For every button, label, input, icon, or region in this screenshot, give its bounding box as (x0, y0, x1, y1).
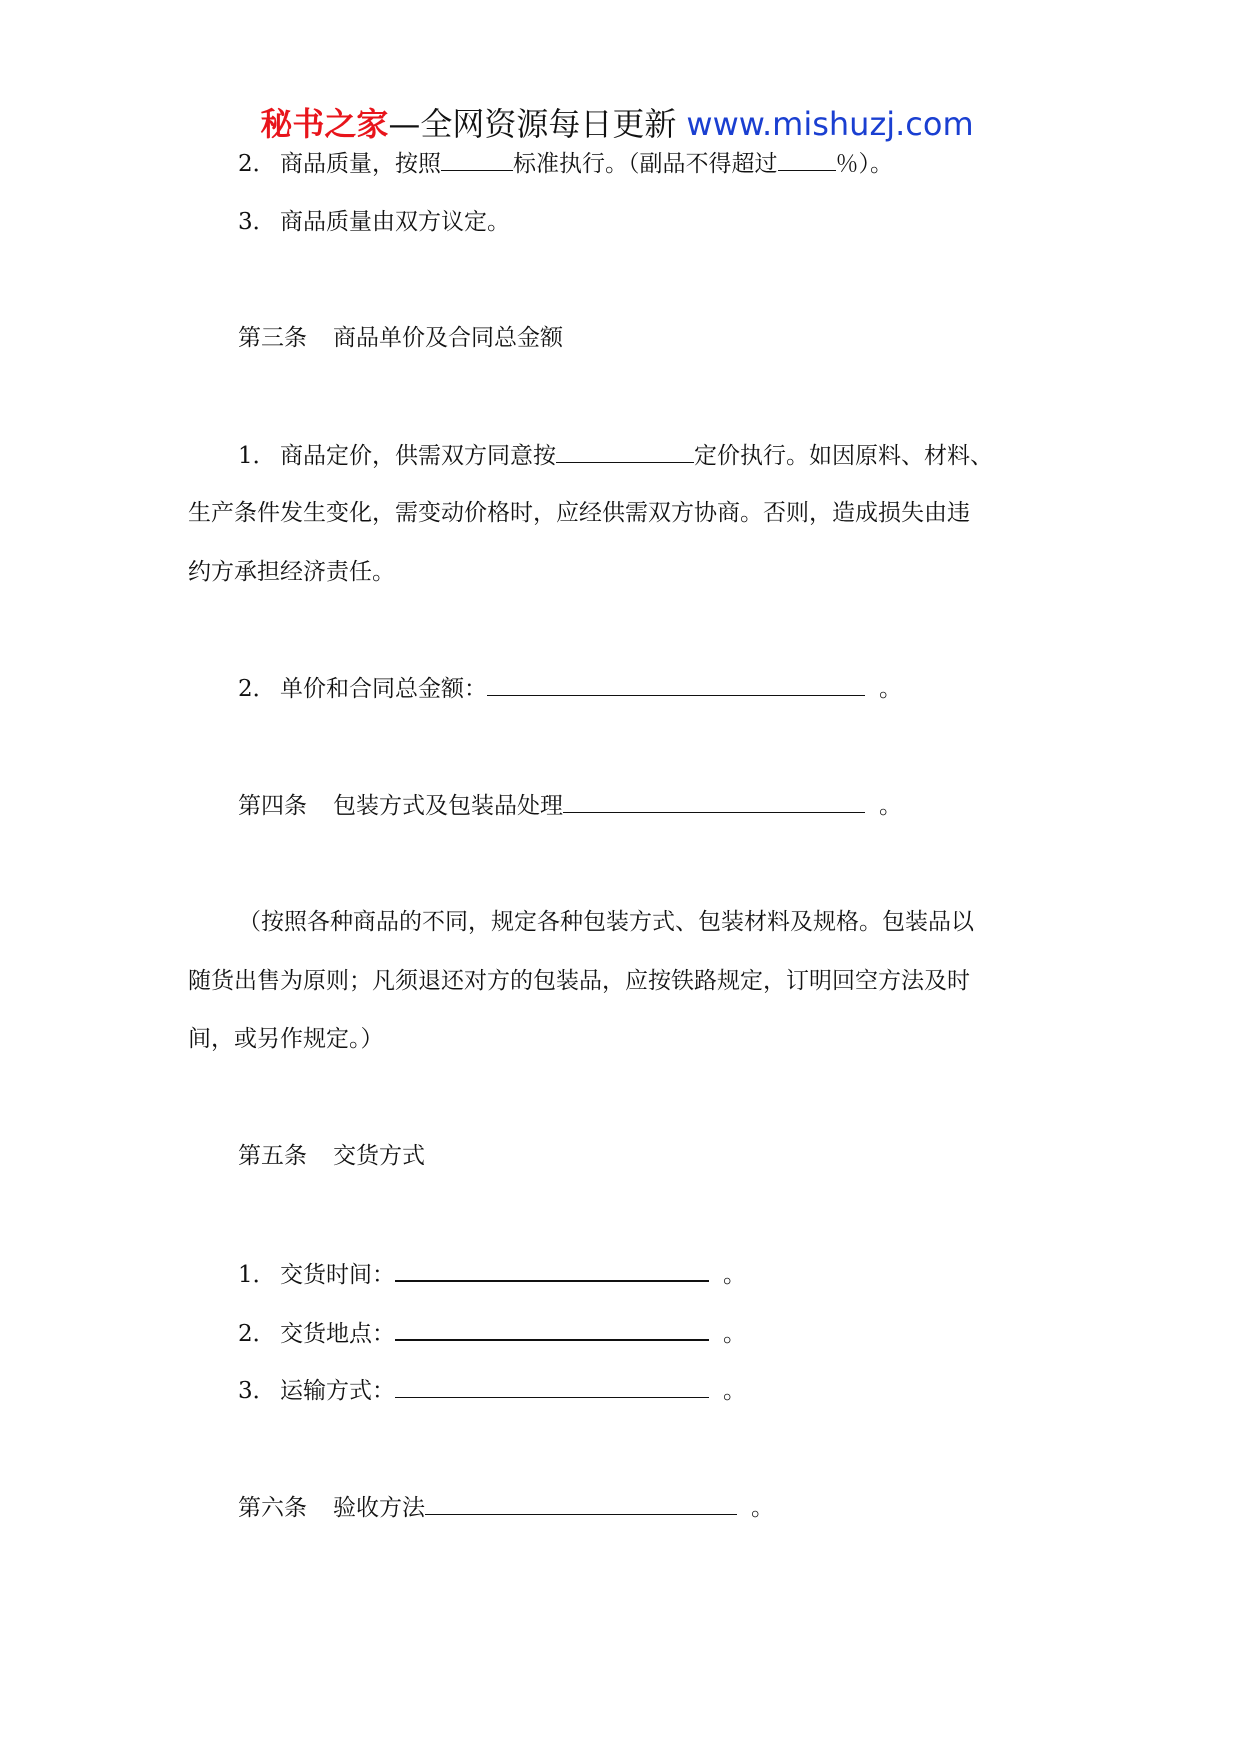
line-text: 标准执行。（副品不得超过 (513, 151, 778, 177)
packaging-blank[interactable] (563, 790, 865, 813)
pricing-line-2: 生产条件发生变化，需变动价格时，应经供需双方协商。否则，造成损失由违 (188, 500, 970, 526)
article-label: 第六条 (238, 1495, 307, 1521)
line-text: ％）。 (835, 151, 893, 177)
article-title: 验收方法 (333, 1495, 425, 1521)
standard-blank[interactable] (441, 148, 513, 171)
article-title: 商品单价及合同总金额 (333, 325, 563, 351)
delivery-place-blank[interactable] (395, 1317, 709, 1341)
line-text: 单价和合同总金额： (280, 676, 487, 702)
packaging-note-line-2: 随货出售为原则；凡须退还对方的包装品，应按铁路规定，订明回空方法及时 (188, 968, 970, 994)
line-text: 商品质量由双方议定。 (280, 209, 510, 235)
article-title: 交货方式 (333, 1143, 425, 1169)
transport-mode-line (238, 1375, 746, 1406)
article-label: 第三条 (238, 325, 307, 351)
item-number: 3． (238, 209, 276, 235)
delivery-time-line (238, 1258, 746, 1290)
article-label: 第五条 (238, 1143, 307, 1169)
delivery-time-blank[interactable] (395, 1258, 709, 1282)
line-end: 。 (723, 1321, 746, 1347)
article-5-heading (238, 1141, 425, 1171)
article-title: 包装方式及包装品处理 (333, 793, 563, 819)
quality-standard-line (238, 148, 893, 179)
item-number: 1． (238, 1262, 276, 1288)
delivery-place-line (238, 1317, 746, 1349)
site-slogan: —全网资源每日更新 (388, 105, 677, 143)
article-3-heading (238, 323, 563, 353)
total-amount-line (238, 673, 902, 704)
packaging-note-line-3: 间，或另作规定。） (188, 1026, 384, 1052)
item-number: 3． (238, 1378, 276, 1404)
percent-blank[interactable] (778, 148, 836, 171)
line-text: 商品质量，按照 (280, 151, 441, 177)
line-end: 。 (751, 1495, 774, 1521)
item-number: 2． (238, 676, 276, 702)
line-end: 。 (879, 793, 902, 819)
line-text: 定价执行。如因原料、材料、 (694, 443, 993, 469)
line-end: 。 (723, 1378, 746, 1404)
packaging-note-line-1: （按照各种商品的不同，规定各种包装方式、包装材料及规格。包装品以 (238, 909, 974, 935)
total-amount-blank[interactable] (487, 673, 865, 696)
pricing-line-3: 约方承担经济责任。 (188, 559, 395, 585)
transport-mode-blank[interactable] (395, 1375, 709, 1398)
line-end: 。 (723, 1262, 746, 1288)
article-label: 第四条 (238, 793, 307, 819)
article-6-heading (238, 1492, 774, 1523)
site-url-link[interactable]: www.mishuzj.com (686, 105, 974, 143)
site-brand: 秘书之家 (260, 105, 389, 143)
item-number: 2． (238, 1321, 276, 1347)
quality-agreed-line (238, 207, 510, 237)
site-header (0, 100, 1234, 148)
pricing-line-1 (238, 440, 993, 471)
pricing-basis-blank[interactable] (556, 440, 694, 463)
line-text: 交货地点： (280, 1321, 395, 1347)
article-4-heading (238, 790, 902, 821)
line-text: 商品定价，供需双方同意按 (280, 443, 556, 469)
item-number: 2． (238, 151, 276, 177)
line-text: 交货时间： (280, 1262, 395, 1288)
line-end: 。 (879, 676, 902, 702)
acceptance-method-blank[interactable] (425, 1492, 737, 1515)
item-number: 1． (238, 443, 276, 469)
line-text: 运输方式： (280, 1378, 395, 1404)
